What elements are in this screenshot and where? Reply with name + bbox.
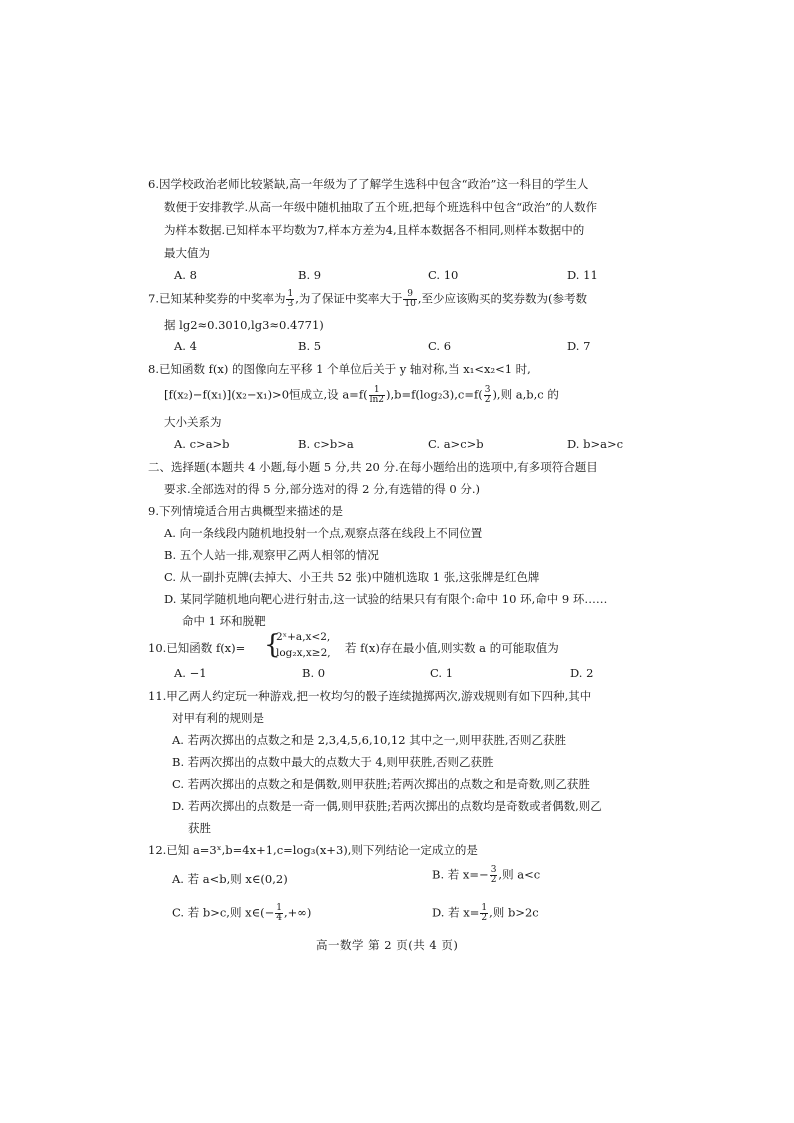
q10-option-a: A. −1 xyxy=(174,666,207,680)
q6-option-b: B. 9 xyxy=(298,268,322,282)
q10-piece-2: log₂x,x≥2, xyxy=(276,647,331,659)
section2-heading-line1: 二、选择题(本题共 4 小题,每小题 5 分,共 20 分.在每小题给出的选项中,有多项符合题目 xyxy=(148,460,598,474)
q9-option-c: C. 从一副扑克牌(去掉大、小王共 52 张)中随机选取 1 张,这张牌是红色牌 xyxy=(164,570,540,584)
q11-option-c: C. 若两次掷出的点数之和是偶数,则甲获胜;若两次掷出的点数之和是奇数,则乙获胜 xyxy=(172,777,590,791)
q10-option-b: B. 0 xyxy=(302,666,326,680)
q7-option-a: A. 4 xyxy=(174,339,197,353)
q12-option-c: C. 若 b>c,则 x∈(− $\frac{1}{4}$ ,+∞) xyxy=(172,903,312,923)
q9-option-d-line2: 命中 1 环和脱靶 xyxy=(182,614,266,628)
q12-c-fraction: $\frac{1}{4}$ xyxy=(276,903,282,923)
q12-b-fraction: $\frac{3}{2}$ xyxy=(490,865,497,885)
q9-option-b: B. 五个人站一排,观察甲乙两人相邻的情况 xyxy=(164,548,379,562)
q8-line3: 大小关系为 xyxy=(164,415,222,429)
q8-text-c: ),则 a,b,c 的 xyxy=(492,387,559,402)
q7-fraction-1: $\frac{1}{3}$ xyxy=(287,289,294,309)
q11-option-d-line2: 获胜 xyxy=(188,821,211,835)
q11-option-a: A. 若两次掷出的点数之和是 2,3,4,5,6,10,12 其中之一,则甲获胜,否则乙获胜 xyxy=(172,733,567,747)
q8-fraction-2: $\frac{3}{2}$ xyxy=(484,385,491,405)
q12-d-fraction: $\frac{1}{2}$ xyxy=(481,903,488,923)
q9-option-d-line1: D. 某同学随机地向靶心进行射击,这一试验的结果只有有限个:命中 10 环,命中 9 环…… xyxy=(164,592,608,606)
q7-line1 xyxy=(148,290,587,309)
q10-option-c: C. 1 xyxy=(430,666,454,680)
q8-option-a: A. c>a>b xyxy=(174,437,230,451)
q7-option-b: B. 5 xyxy=(298,339,322,353)
q10-text-a: 10.已知函数 f(x)= xyxy=(148,641,246,655)
q8-line2 xyxy=(164,386,559,405)
section2-heading-line2: 要求.全部选对的得 5 分,部分选对的得 2 分,有选错的得 0 分.) xyxy=(164,482,480,496)
q10-piece-1: 2ˣ+a,x<2, xyxy=(276,631,331,643)
q8-text-b: ),b=f(log₂3),c=f( xyxy=(385,387,483,402)
q8-text-a: [f(x₂)−f(x₁)](x₂−x₁)>0恒成立,设 a=f( xyxy=(164,387,368,402)
q7-text-c: ,至少应该购买的奖券数为(参考数 xyxy=(417,291,587,306)
q8-option-b: B. c>b>a xyxy=(298,437,354,451)
q6-line3: 为样本数据.已知样本平均数为7,样本方差为4,且样本数据各不相同,则样本数据中的 xyxy=(164,223,585,237)
q9-stem: 9.下列情境适合用古典概型来描述的是 xyxy=(148,504,343,518)
q8-option-d: D. b>a>c xyxy=(567,437,624,451)
q7-option-c: C. 6 xyxy=(428,339,452,353)
q6-line2: 数便于安排教学.从高一年级中随机抽取了五个班,把每个班选科中包含“政治”的人数作 xyxy=(164,200,598,214)
q7-text-b: ,为了保证中奖率大于 xyxy=(295,291,403,306)
q7-fraction-2: $\frac{9}{10}$ xyxy=(404,289,416,309)
q6-option-d: D. 11 xyxy=(567,268,598,282)
q6-line4: 最大值为 xyxy=(164,246,210,260)
q8-line1: 8.已知函数 f(x) 的图像向左平移 1 个单位后关于 y 轴对称,当 x₁<x₂<1 时, xyxy=(148,362,531,376)
q11-option-b: B. 若两次掷出的点数中最大的点数大于 4,则甲获胜,否则乙获胜 xyxy=(172,755,494,769)
q7-option-d: D. 7 xyxy=(567,339,591,353)
q10-text-b: 若 f(x)存在最小值,则实数 a 的可能取值为 xyxy=(345,641,559,655)
q10-option-d: D. 2 xyxy=(570,666,594,680)
q11-option-d-line1: D. 若两次掷出的点数是一奇一偶,则甲获胜;若两次掷出的点数均是奇数或者偶数,则乙 xyxy=(172,799,602,813)
q7-text-a: 7.已知某种奖券的中奖率为 xyxy=(148,291,286,306)
q10-piecewise-brace: { xyxy=(264,630,281,660)
page-footer: 高一数学 第 2 页(共 4 页) xyxy=(316,938,459,952)
q11-line2: 对甲有利的规则是 xyxy=(172,711,264,725)
q12-option-d: D. 若 x= $\frac{1}{2}$ ,则 b>2c xyxy=(432,903,539,923)
q6-option-a: A. 8 xyxy=(174,268,197,282)
q12-stem: 12.已知 a=3ˣ,b=4x+1,c=log₃(x+3),则下列结论一定成立的是 xyxy=(148,843,478,857)
q12-option-a: A. 若 a<b,则 x∈(0,2) xyxy=(172,872,288,886)
q8-fraction-1: $\frac{1}{\ln 2}$ xyxy=(369,385,384,405)
q9-option-a: A. 向一条线段内随机地投射一个点,观察点落在线段上不同位置 xyxy=(164,526,483,540)
q12-option-b: B. 若 x=− $\frac{3}{2}$ ,则 a<c xyxy=(432,865,541,885)
q11-line1: 11.甲乙两人约定玩一种游戏,把一枚均匀的骰子连续抛掷两次,游戏规则有如下四种,其中 xyxy=(148,689,592,703)
q8-option-c: C. a>c>b xyxy=(428,437,484,451)
q6-line1: 6.因学校政治老师比较紧缺,高一年级为了了解学生选科中包含“政治”这一科目的学生人 xyxy=(148,177,589,191)
q7-line2: 据 lg2≈0.3010,lg3≈0.4771) xyxy=(164,318,324,332)
q6-option-c: C. 10 xyxy=(428,268,459,282)
